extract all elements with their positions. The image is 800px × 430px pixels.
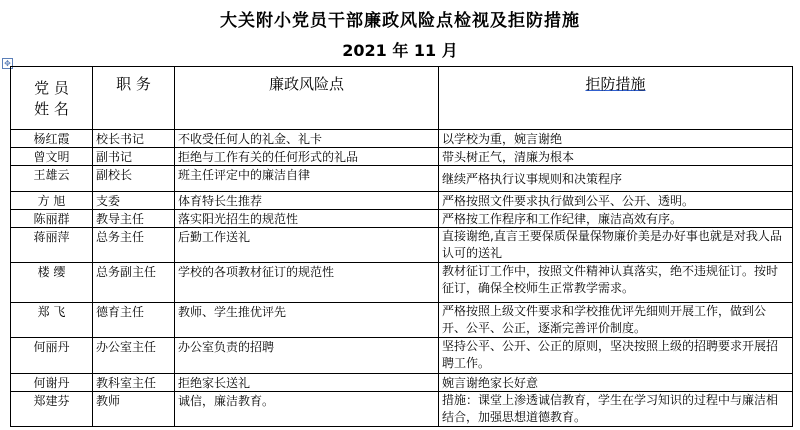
cell-measure: 带头树正气，清廉为根本 [439, 148, 793, 166]
cell-measure: 以学校为重，婉言谢绝 [439, 130, 793, 148]
cell-risk: 班主任评定中的廉洁自律 [175, 166, 439, 192]
cell-risk: 落实阳光招生的规范性 [175, 210, 439, 228]
cell-risk: 诚信，廉洁教育。 [175, 392, 439, 427]
table-row [11, 210, 793, 228]
cell-risk: 后勤工作送礼 [175, 228, 439, 263]
table-row [11, 303, 793, 338]
cell-role: 教科室主任 [93, 374, 175, 392]
cell-role: 副校长 [93, 166, 175, 192]
cell-measure: 严格按工作程序和工作纪律，廉洁高效有序。 [439, 210, 793, 228]
cell-measure: 严格按照上级文件要求和学校推优评先细则开展工作，做到公开、公平、公正，逐渐完善评价制度。 [439, 303, 793, 338]
cell-role: 办公室主任 [93, 338, 175, 374]
cell-risk: 拒绝与工作有关的任何形式的礼品 [175, 148, 439, 166]
cell-risk: 拒绝家长送礼 [175, 374, 439, 392]
cell-name: 方 旭 [11, 192, 93, 210]
table-row [11, 148, 793, 166]
table-row [11, 130, 793, 148]
header-measure [439, 67, 793, 130]
cell-measure: 婉言谢绝家长好意 [439, 374, 793, 392]
cell-risk: 不收受任何人的礼金、礼卡 [175, 130, 439, 148]
table-row [11, 263, 793, 303]
header-risk-label: 廉政风险点 [268, 75, 344, 93]
move-handle-icon[interactable]: ✥ [2, 58, 13, 69]
cell-name: 何丽丹 [11, 338, 93, 374]
header-member-line1: 党 员 [34, 79, 69, 97]
cell-name: 楼 缨 [11, 263, 93, 303]
header-role-label: 职 务 [116, 75, 151, 93]
cell-role: 教导主任 [93, 210, 175, 228]
table-row [11, 374, 793, 392]
table-row [11, 392, 793, 427]
cell-measure: 继续严格执行议事规则和决策程序 [439, 166, 793, 192]
header-role [93, 67, 175, 130]
document-subtitle: 2021 年 11 月 [342, 41, 458, 60]
header-member-name [11, 67, 93, 130]
cell-role: 总务主任 [93, 228, 175, 263]
cell-risk: 办公室负责的招聘 [175, 338, 439, 374]
table-row [11, 228, 793, 263]
document-title: 大关附小党员干部廉政风险点检视及拒防措施 [220, 11, 580, 31]
table-header-row [11, 67, 793, 130]
table-row [11, 338, 793, 374]
cell-risk: 体育特长生推荐 [175, 192, 439, 210]
cell-name: 曾文明 [11, 148, 93, 166]
cell-measure: 措施：课堂上渗透诚信教育，学生在学习知识的过程中与廉洁相结合，加强思想道德教育。 [439, 392, 793, 427]
header-risk [175, 67, 439, 130]
cell-measure: 严格按照文件要求执行做到公平、公开、透明。 [439, 192, 793, 210]
table-row [11, 192, 793, 210]
cell-role: 德育主任 [93, 303, 175, 338]
cell-name: 何谢丹 [11, 374, 93, 392]
cell-role: 副书记 [93, 148, 175, 166]
cell-measure: 教材征订工作中，按照文件精神认真落实，绝不违规征订。按时征订，确保全校师生正常教学需求。 [439, 263, 793, 303]
cell-name: 郑建芬 [11, 392, 93, 427]
cell-name: 杨红霞 [11, 130, 93, 148]
cell-role: 支委 [93, 192, 175, 210]
cell-risk: 学校的各项教材征订的规范性 [175, 263, 439, 303]
cell-risk: 教师、学生推优评先 [175, 303, 439, 338]
cell-measure: 直接谢绝,直言王要保质保量保物廉价美是办好事也就是对我人品认可的送礼 [439, 228, 793, 263]
header-measure-label: 拒防措施 [585, 75, 646, 93]
header-member-line2: 姓 名 [34, 100, 69, 118]
table-row [11, 166, 793, 192]
cell-measure: 坚持公平、公开、公正的原则，坚决按照上级的招聘要求开展招聘工作。 [439, 338, 793, 374]
cell-name: 蒋丽萍 [11, 228, 93, 263]
cell-role: 总务副主任 [93, 263, 175, 303]
cell-role: 教师 [93, 392, 175, 427]
cell-name: 郑 飞 [11, 303, 93, 338]
risk-table [10, 66, 793, 427]
cell-name: 陈丽群 [11, 210, 93, 228]
cell-role: 校长书记 [93, 130, 175, 148]
cell-name: 王雄云 [11, 166, 93, 192]
